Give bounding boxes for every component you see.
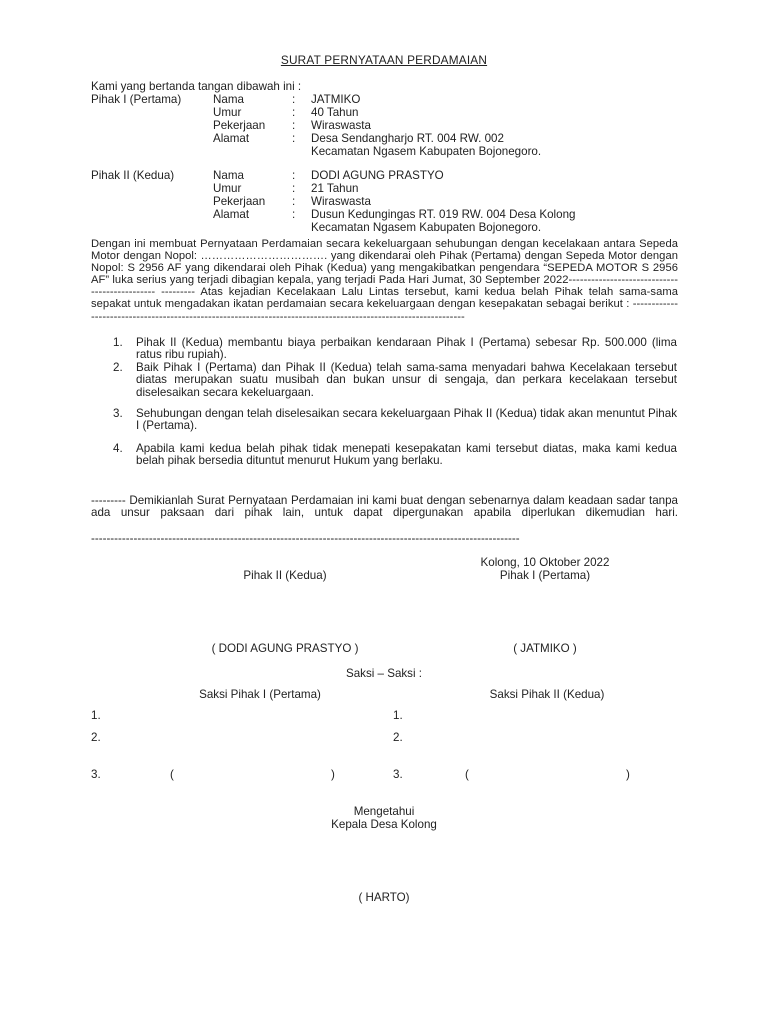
list-item-number: 4.: [113, 442, 123, 455]
party1-label: Pihak I (Pertama): [91, 93, 182, 106]
party2-address-value: Dusun Kedungingas RT. 019 RW. 004 Desa Kolong: [311, 208, 576, 221]
intro-text: Kami yang bertanda tangan dibawah ini :: [91, 80, 302, 93]
party2-job-value: Wiraswasta: [311, 195, 371, 208]
statement-paragraph: Dengan ini membuat Pernyataan Perdamaian secara kekeluargaan sehubungan dengan kecelakaan antara Sepeda Motor dengan Nopol: ……………………………. yang dikendarai oleh Pihak (Pertama) dengan Sepeda Motor dengan Nopol: S 2956 AF yang dikendarai oleh Pihak (Kedua) yang mengakibatkan pengendara “SEPEDA MOTOR S 2956 AF” luka serius yang terjadi dibagian kepala, yang terjadi Pada Hari Jumat, 30 September 2022---------------------------------------------- --------- Atas kejadian Kecelakaan Lalu Lintas tersebut, kami kedua belah Pihak telah sama-sama sepakat untuk mengadakan ikatan perdamaian secara kekeluargaan dengan kesepakatan sebagai berikut : ---------------------------------------------------------------------------------------------------------------: [91, 238, 678, 323]
party2-label: Pihak II (Kedua): [91, 169, 175, 182]
party1-name-value: JATMIKO: [311, 93, 361, 106]
field-sep: :: [292, 132, 296, 145]
list-item-number: 2.: [113, 361, 123, 374]
party1-row-name: [0, 94, 768, 107]
field-key: Pekerjaan: [213, 195, 266, 208]
witness-right-title: Saksi Pihak II (Kedua): [489, 688, 605, 701]
witness-left-2: 2.: [91, 731, 101, 744]
party1-age-value: 40 Tahun: [311, 106, 359, 119]
field-key: Umur: [213, 106, 242, 119]
party2-address-line2: Kecamatan Ngasem Kabupaten Bojonegoro.: [311, 221, 542, 234]
party1-row-address2: [0, 146, 768, 159]
closing-dashes: ---------------------------------------------------------------------------------------------------------------: [91, 533, 520, 545]
witness-left-1: 1.: [91, 709, 101, 722]
list-item-number: 3.: [113, 407, 123, 420]
field-sep: :: [292, 119, 296, 132]
field-sep: :: [292, 93, 296, 106]
party2-row-name: [0, 170, 768, 183]
field-sep: :: [292, 195, 296, 208]
party2-row-address2: [0, 222, 768, 235]
field-sep: :: [292, 169, 296, 182]
acknowledge-label: Mengetahui: [353, 805, 415, 818]
party2-row-age: [0, 183, 768, 196]
witness-left-3: 3.: [91, 768, 101, 781]
sign-left-role: Pihak II (Kedua): [243, 569, 327, 582]
field-key: Nama: [213, 169, 244, 182]
party1-row-age: [0, 107, 768, 120]
list-item-text: Sehubungan dengan telah diselesaikan secara kekeluargaan Pihak II (Kedua) tidak akan menuntut Pihak I (Pertama).: [136, 407, 677, 433]
witness-left-title: Saksi Pihak I (Pertama): [199, 688, 321, 701]
place-date: Kolong, 10 Oktober 2022: [480, 556, 610, 569]
witness-right-2: 2.: [393, 731, 403, 744]
field-key: Alamat: [213, 132, 250, 145]
field-sep: :: [292, 106, 296, 119]
party1-address-line2: Kecamatan Ngasem Kabupaten Bojonegoro.: [311, 145, 542, 158]
party1-job-value: Wiraswasta: [311, 119, 371, 132]
list-item-number: 1.: [113, 336, 123, 349]
party2-age-value: 21 Tahun: [311, 182, 359, 195]
list-item-text: Pihak II (Kedua) membantu biaya perbaikan kendaraan Pihak I (Pertama) sebesar Rp. 500.000 (lima ratus ribu rupiah).: [136, 336, 677, 362]
sign-left-name: ( DODI AGUNG PRASTYO ): [211, 642, 359, 655]
witness-right-paren-close: ): [626, 768, 630, 781]
list-item-text: Baik Pihak I (Pertama) dan Pihak II (Kedua) telah sama-sama menyadari bahwa Kecelakaan tersebut diatas merupakan suatu musibah dan bukan unsur di sengaja, dan perkara kecelakaan tersebut diselesaikan secara kekeluargaan.: [136, 361, 677, 399]
field-key: Pekerjaan: [213, 119, 266, 132]
witness-right-paren-open: (: [465, 768, 469, 781]
witness-right-3: 3.: [393, 768, 403, 781]
witness-left-paren-open: (: [170, 768, 174, 781]
party1-address-value: Desa Sendangharjo RT. 004 RW. 002: [311, 132, 504, 145]
acknowledge-role: Kepala Desa Kolong: [331, 818, 437, 831]
field-key: Nama: [213, 93, 244, 106]
sign-right-role: Pihak I (Pertama): [499, 569, 591, 582]
party2-name-value: DODI AGUNG PRASTYO: [311, 169, 444, 182]
closing-paragraph: --------- Demikianlah Surat Pernyataan Perdamaian ini kami buat dengan sebenarnya dalam keadaan sadar tanpa ada unsur paksaan dari pihak lain, untuk dapat dipergunakan apabila diperlukan dikemudian hari.: [91, 494, 678, 520]
witness-left-paren-close: ): [331, 768, 335, 781]
field-sep: :: [292, 208, 296, 221]
list-item-text: Apabila kami kedua belah pihak tidak menepati kesepakatan kami tersebut diatas, maka kami kedua belah pihak bersedia dituntut menurut Hukum yang berlaku.: [136, 442, 677, 468]
field-key: Umur: [213, 182, 242, 195]
witness-title: Saksi – Saksi :: [345, 667, 423, 680]
acknowledge-name: ( HARTO): [358, 891, 410, 904]
witness-right-1: 1.: [393, 709, 403, 722]
sign-right-name: ( JATMIKO ): [513, 642, 577, 655]
field-sep: :: [292, 182, 296, 195]
document-title: SURAT PERNYATAAN PERDAMAIAN: [280, 53, 488, 67]
field-key: Alamat: [213, 208, 250, 221]
